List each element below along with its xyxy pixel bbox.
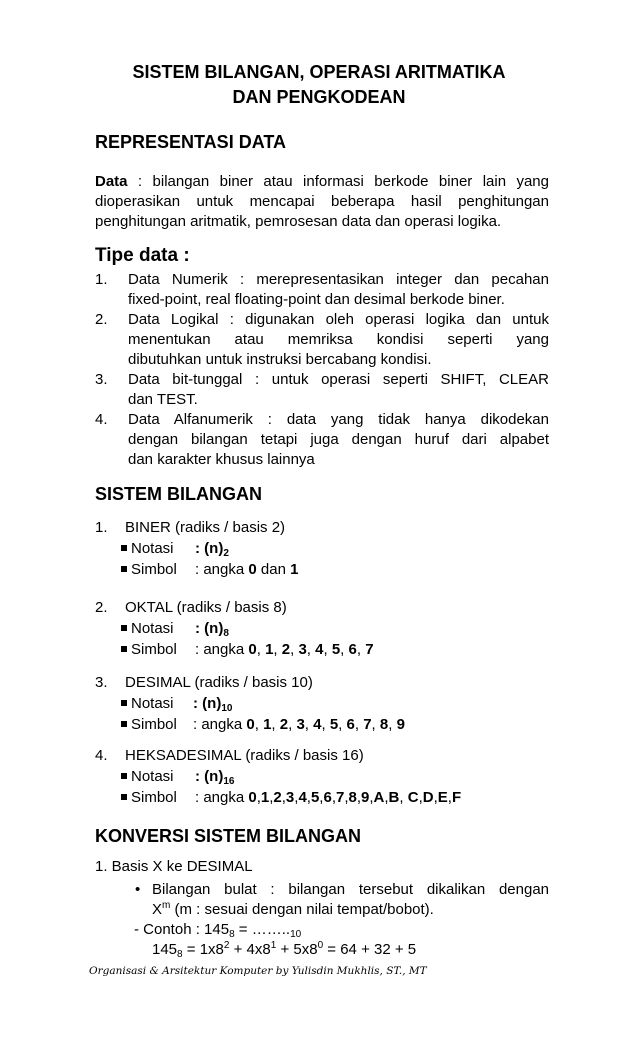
title-line-1: SISTEM BILANGAN, OPERASI ARITMATIKA: [132, 62, 506, 82]
list-line: menentukan atau memriksa kondisi seperti yang: [128, 331, 549, 348]
bullet-bilangan-bulat: [95, 880, 549, 920]
bullet-line-1: Bilangan bulat : bilangan tersebut dikalikan dengan: [152, 881, 549, 898]
footer-credit: Organisasi & Arsitektur Komputer by Yulisdin Mukhlis, ST., MT: [89, 965, 427, 977]
base-subscript: 16: [223, 776, 235, 787]
notasi-value: : (n): [193, 695, 222, 712]
system-name: OKTAL (radiks / basis 8): [125, 599, 287, 616]
angka-prefix: : angka: [195, 561, 249, 578]
simbol-label: Simbol: [131, 716, 177, 733]
system-name: BINER (radiks / basis 2): [125, 519, 286, 536]
square-bullet-icon: [121, 794, 127, 800]
konversi-item-1: 1. Basis X ke DESIMAL: [95, 858, 253, 875]
konversi-content: [95, 857, 549, 960]
system-octal: [95, 597, 374, 660]
notasi-label: Notasi: [131, 620, 174, 637]
list-line: dibutuhkan untuk instruksi bercabang kondisi.: [128, 351, 432, 368]
system-binary: [95, 517, 298, 580]
list-number: 4.: [95, 411, 108, 428]
list-line: dan TEST.: [128, 391, 198, 408]
list-line: Data Logikal : digunakan oleh operasi logika dan untuk: [128, 311, 549, 328]
square-bullet-icon: [121, 773, 127, 779]
list-item: [95, 410, 549, 470]
angka-prefix: : angka: [195, 789, 249, 806]
system-hexadecimal: [95, 745, 461, 808]
symbol-list: 0,1,2,3,4,5,6,7,8,9,A,B, C,D,E,F: [248, 789, 462, 806]
data-def-line-3: penghitungan aritmatik, pemrosesan data dan operasi logika.: [95, 213, 502, 230]
contoh-line: - Contoh : $145_8$ = $\dots\dots.._{10}$: [134, 921, 302, 940]
list-line: dan karakter khusus lainnya: [128, 451, 315, 468]
calculation-line: $145_8 = 1x8^2 + 4x8^1 + 5x8^0 = 64 + 32 + 5$: [152, 940, 417, 960]
notasi-value: : (n): [195, 540, 224, 557]
list-line: dengan bilangan tetapi juga dengan huruf dari alpabet: [128, 431, 549, 448]
tipe-data-heading: Tipe data :: [95, 245, 190, 266]
system-number: 3.: [95, 674, 108, 691]
square-bullet-icon: [121, 721, 127, 727]
list-item: [95, 270, 549, 310]
angka-prefix: : angka: [195, 641, 249, 658]
angka-prefix: : angka: [193, 716, 247, 733]
list-number: 1.: [95, 271, 108, 288]
title-line-2: DAN PENGKODEAN: [232, 87, 406, 107]
data-definition: [95, 172, 549, 232]
system-name: DESIMAL (radiks / basis 10): [125, 674, 313, 691]
notasi-label: Notasi: [131, 540, 174, 557]
simbol-label: Simbol: [131, 561, 177, 578]
section-heading-representasi: REPRESENTASI DATA: [95, 132, 287, 152]
system-number: 4.: [95, 747, 108, 764]
notasi-label: Notasi: [131, 768, 174, 785]
section-heading-konversi: KONVERSI SISTEM BILANGAN: [95, 826, 362, 846]
list-item: [95, 370, 549, 410]
data-def-line-1: : bilangan biner atau informasi berkode biner lain yang: [127, 173, 549, 190]
notasi-value: : (n): [195, 620, 224, 637]
symbol-list: 0 dan 1: [248, 561, 299, 578]
square-bullet-icon: [121, 545, 127, 551]
section-heading-sistem-bilangan: SISTEM BILANGAN: [95, 484, 263, 504]
list-line: Data Alfanumerik : data yang tidak hanya dikodekan: [128, 411, 549, 428]
system-number: 2.: [95, 599, 108, 616]
base-subscript: 10: [221, 703, 233, 714]
square-bullet-icon: [121, 646, 127, 652]
system-name: HEKSADESIMAL (radiks / basis 16): [125, 747, 364, 764]
simbol-label: Simbol: [131, 641, 177, 658]
square-bullet-icon: [121, 566, 127, 572]
data-term: Data: [95, 173, 128, 190]
base-subscript: 2: [223, 548, 229, 559]
list-line: fixed-point, real floating-point dan desimal berkode biner.: [128, 291, 505, 308]
list-line: Data bit-tunggal : untuk operasi seperti SHIFT, CLEAR: [128, 371, 549, 388]
data-def-line-2: dioperasikan untuk mencapai beberapa hasil penghitungan: [95, 193, 549, 210]
symbol-list: 0, 1, 2, 3, 4, 5, 6, 7: [248, 641, 374, 658]
square-bullet-icon: [121, 700, 127, 706]
list-item: [95, 310, 549, 370]
notasi-label: Notasi: [131, 695, 174, 712]
bullet-line-2: $X^m$ (m : sesuai dengan nilai tempat/bobot).: [152, 900, 434, 918]
page-title: [90, 60, 548, 110]
bullet-dot-icon: •: [135, 881, 141, 898]
system-number: 1.: [95, 519, 108, 536]
base-subscript: 8: [223, 628, 229, 639]
symbol-list: 0, 1, 2, 3, 4, 5, 6, 7, 8, 9: [246, 716, 405, 733]
list-number: 2.: [95, 311, 108, 328]
notasi-value: : (n): [195, 768, 224, 785]
list-number: 3.: [95, 371, 108, 388]
simbol-label: Simbol: [131, 789, 177, 806]
square-bullet-icon: [121, 625, 127, 631]
list-line: Data Numerik : merepresentasikan integer dan pecahan: [128, 271, 549, 288]
tipe-data-list: [95, 270, 549, 470]
system-decimal: [95, 672, 405, 735]
